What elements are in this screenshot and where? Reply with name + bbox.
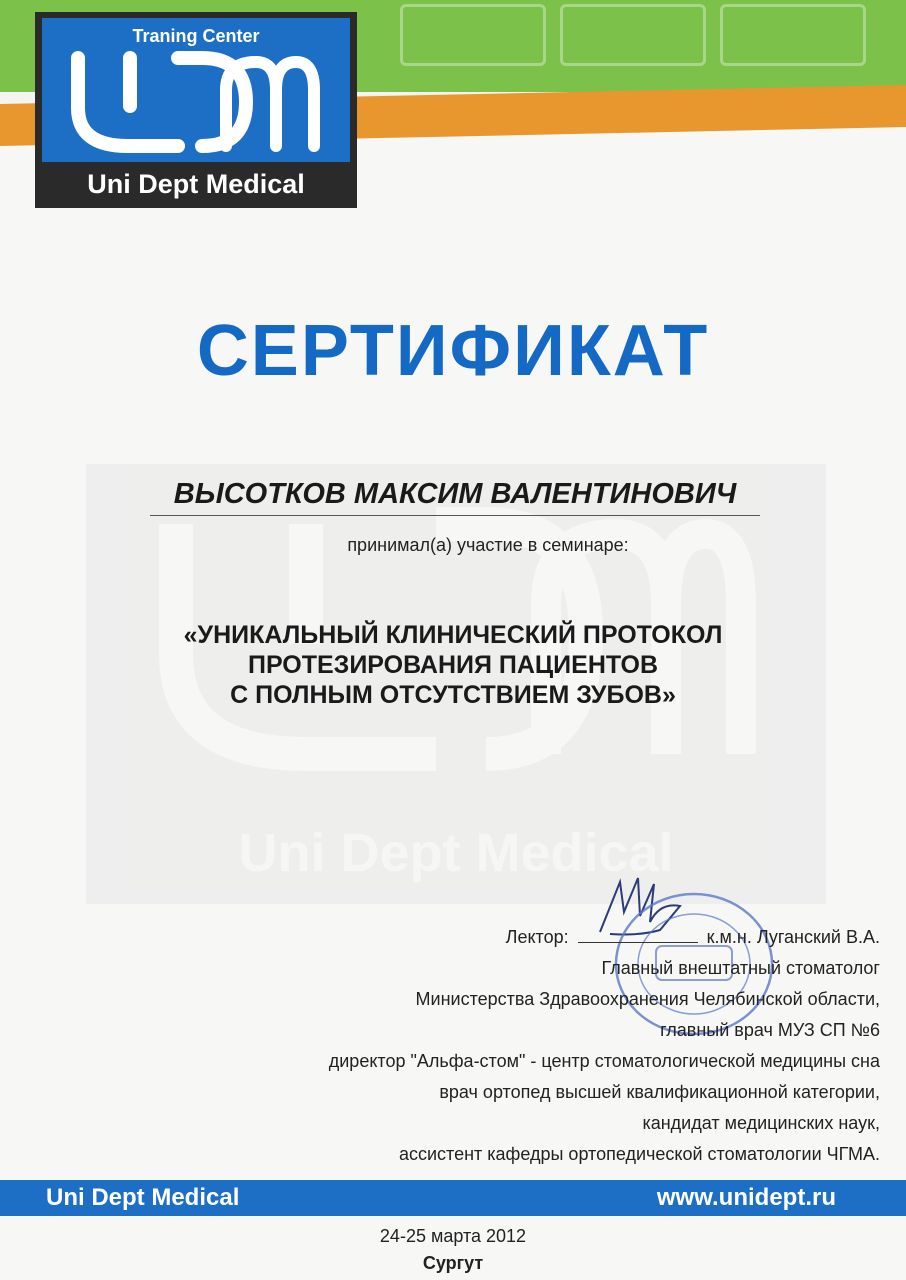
lecturer-block (329, 922, 880, 1170)
signature-line (578, 928, 698, 943)
footer-band (0, 1180, 906, 1216)
logo-blue-panel (42, 18, 350, 162)
footer-website: www.unidept.ru (656, 1184, 836, 1211)
seminar-date: 24-25 марта 2012 (379, 1226, 527, 1246)
seminar-city: Сургут (422, 1253, 484, 1273)
watermark-text: Uni Dept Medical (238, 823, 674, 883)
lecturer-title-line: ассистент кафедры ортопедической стоматологии ЧГМА. (398, 1144, 880, 1164)
seminar-title (0, 620, 906, 710)
lecturer-title-line: Министерства Здравоохранения Челябинской области, (415, 989, 880, 1009)
lecturer-name: к.м.н. Луганский В.А. (706, 927, 880, 947)
ghost-logo-mark (560, 4, 706, 66)
logo-company-name: Uni Dept Medical (87, 169, 305, 199)
seminar-title-line: ПРОТЕЗИРОВАНИЯ ПАЦИЕНТОВ (247, 651, 659, 679)
lecturer-label: Лектор: (505, 927, 569, 947)
lecturer-title-line: Главный внештатный стоматолог (601, 958, 880, 978)
recipient-name: ВЫСОТКОВ МАКСИМ ВАЛЕНТИНОВИЧ (150, 478, 760, 516)
certificate-title: СЕРТИФИКАТ (196, 311, 710, 391)
lecturer-title-line: главный врач МУЗ СП №6 (660, 1020, 880, 1040)
udm-logo-icon (70, 50, 320, 154)
seminar-title-line: «УНИКАЛЬНЫЙ КЛИНИЧЕСКИЙ ПРОТОКОЛ (183, 621, 723, 649)
lecturer-line (329, 922, 880, 953)
participation-text: принимал(а) участие в семинаре: (347, 535, 629, 555)
lecturer-title-line: кандидат медицинских наук, (642, 1113, 880, 1133)
lecturer-title-line: директор "Альфа-стом" - центр стоматологической медицины сна (328, 1051, 880, 1071)
ghost-logo-mark (720, 4, 866, 66)
seminar-title-line: С ПОЛНЫМ ОТСУТСТВИЕМ ЗУБОВ» (230, 681, 676, 709)
lecturer-title-line: врач ортопед высшей квалификационной категории, (439, 1082, 880, 1102)
logo-training-center-text: Traning Center (132, 26, 260, 46)
ghost-logo-mark (400, 4, 546, 66)
footer-company-name: Uni Dept Medical (46, 1184, 240, 1211)
